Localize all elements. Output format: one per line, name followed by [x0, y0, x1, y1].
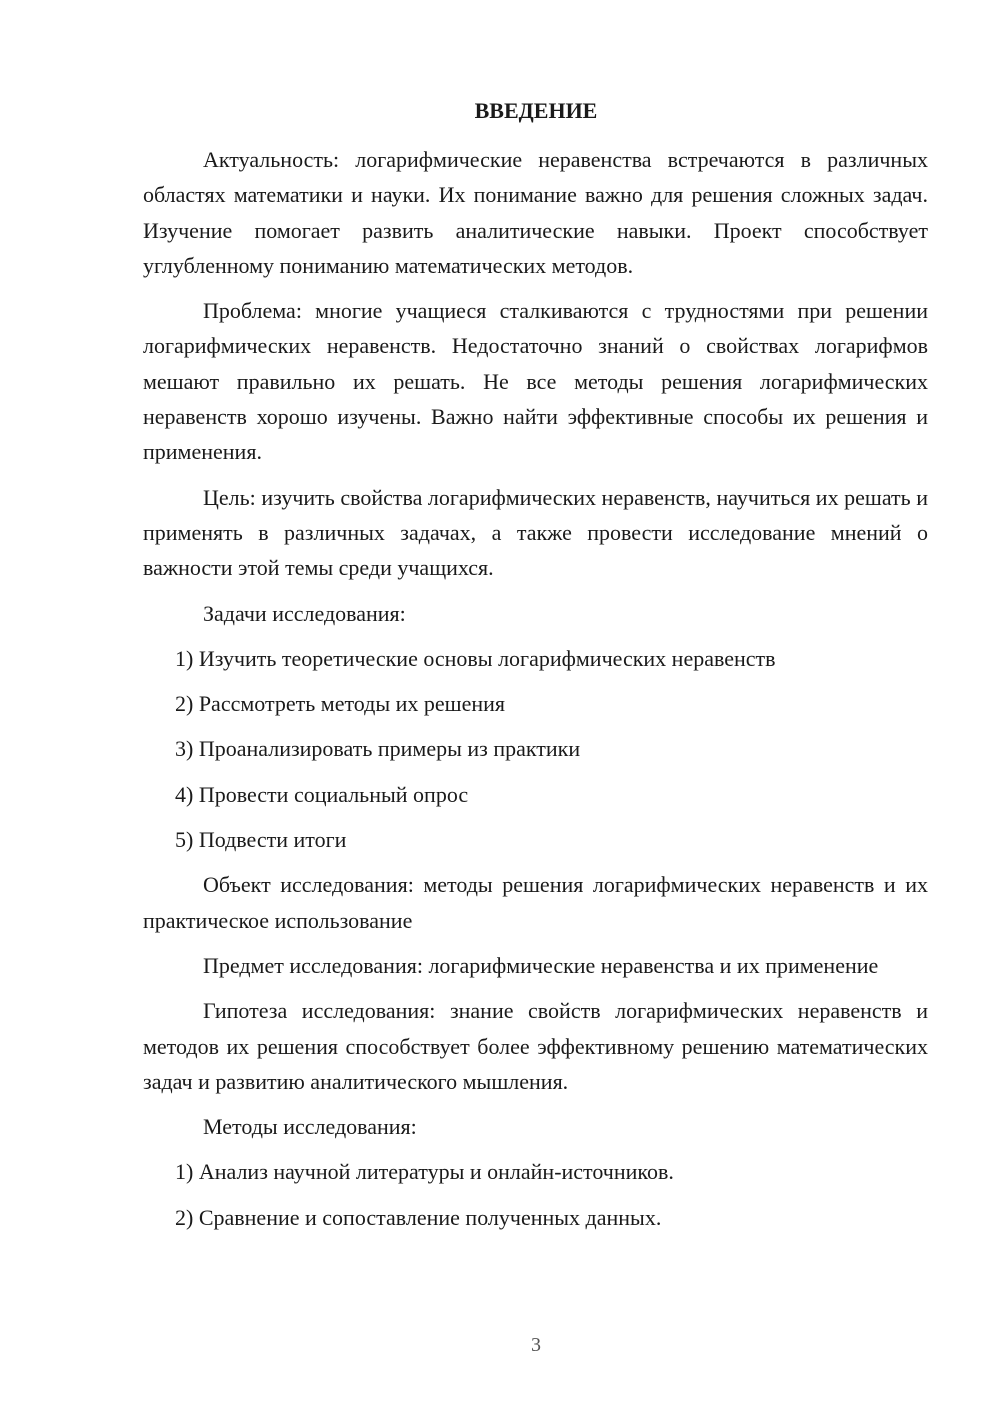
task-item: 3) Проанализировать примеры из практики — [175, 736, 581, 762]
paragraph-problem: Проблема: многие учащиеся сталкиваются с трудностями при решении логарифмических неравенств. Недостаточно знаний о свойствах логарифмов мешают правильно их решать. Не все методы решения логарифмических неравенств хорошо изучены. Важно найти эффективные способы их решения и применения. — [143, 298, 928, 465]
task-item: 1) Изучить теоретические основы логарифмических неравенств — [175, 645, 776, 671]
task-item: 4) Провести социальный опрос — [175, 781, 469, 807]
task-item: 5) Подвести итоги — [175, 827, 347, 853]
paragraph-relevance: Актуальность: логарифмические неравенства встречаются в различных областях математики и науки. Их понимание важно для решения сложных задач. Изучение помогает развить аналитические навыки. Проект способствует углубленному пониманию математических методов. — [143, 147, 928, 278]
paragraph-hypothesis: Гипотеза исследования: знание свойств логарифмических неравенств и методов их решения способствует более эффективному решению математических задач и развитию аналитического мышления. — [143, 998, 928, 1094]
page-title: ВВЕДЕНИЕ — [474, 98, 598, 123]
paragraph-object: Объект исследования: методы решения логарифмических неравенств и их практическое использование — [143, 872, 928, 933]
method-item: 2) Сравнение и сопоставление полученных данных. — [175, 1204, 662, 1230]
methods-heading: Методы исследования: — [203, 1114, 417, 1140]
paragraph-subject: Предмет исследования: логарифмические неравенства и их применение — [203, 952, 879, 978]
paragraph-goal: Цель: изучить свойства логарифмических неравенств, научиться их решать и применять в различных задачах, а также провести исследование мнений о важности этой темы среди учащихся. — [143, 484, 928, 581]
document-body — [143, 142, 928, 1245]
task-item: 2) Рассмотреть методы их решения — [175, 691, 506, 717]
tasks-heading: Задачи исследования: — [203, 600, 406, 626]
method-item: 1) Анализ научной литературы и онлайн-источников. — [175, 1159, 674, 1185]
page-number: 3 — [531, 1334, 541, 1356]
